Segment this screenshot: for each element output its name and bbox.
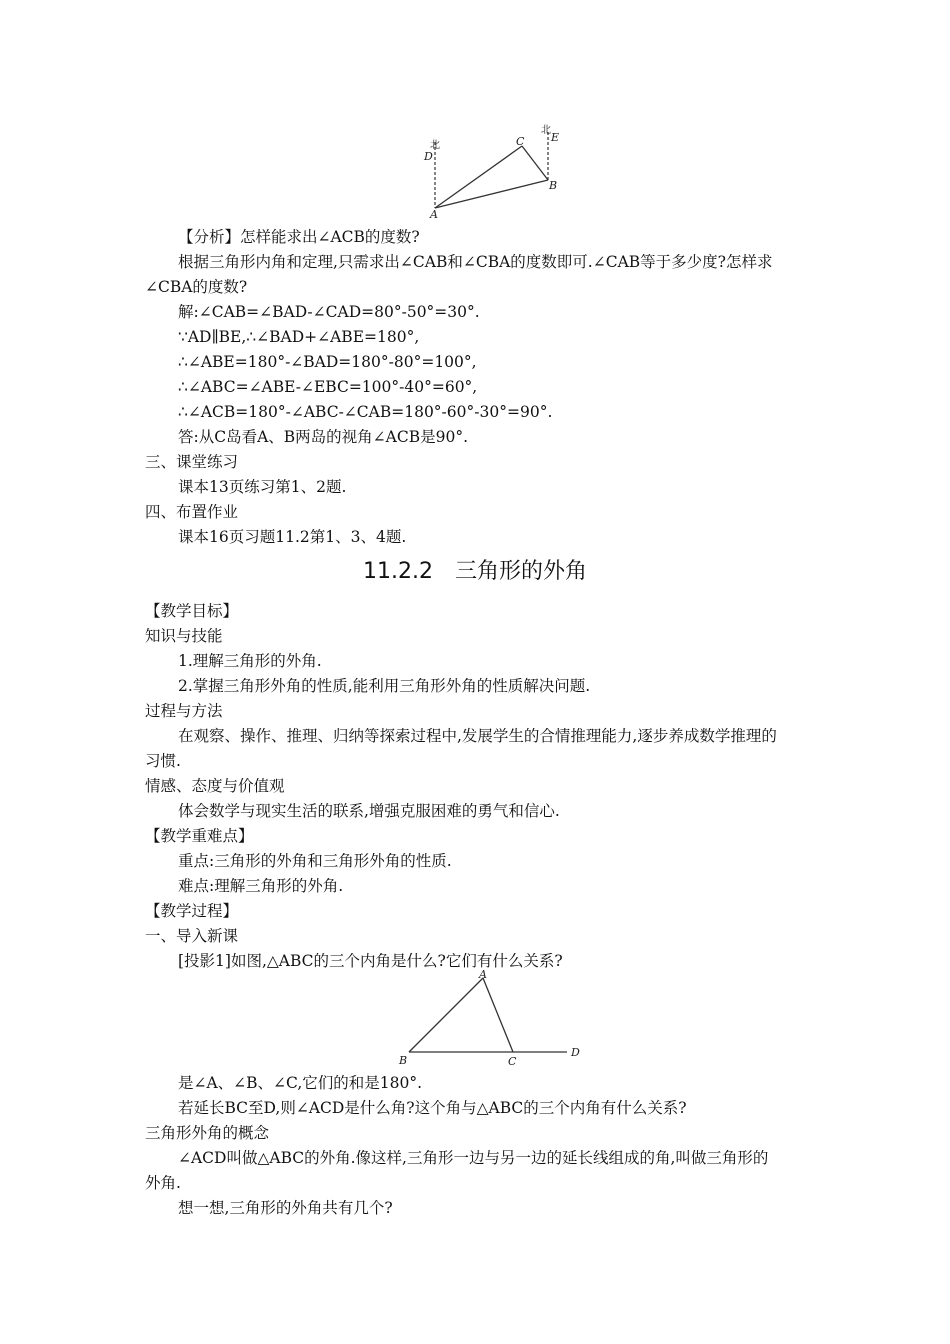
section-heading: 【教学目标】 (145, 602, 239, 620)
point-label-e: E (551, 131, 560, 144)
segment-ac (435, 146, 522, 208)
answer-line: 答:从C岛看A、B两岛的视角∠ACB是90°. (178, 428, 468, 446)
subheading: 一、导入新课 (145, 927, 239, 945)
paragraph-line: ∠ACD叫做△ABC的外角.像这样,三角形一边与另一边的延长线组成的角,叫做三角形的 (178, 1149, 769, 1167)
paragraph-line: 若延长BC至D,则∠ACD是什么角?这个角与△ABC的三个内角有什么关系? (178, 1099, 687, 1117)
bearing-diagram (415, 118, 565, 220)
solution-line: ∴∠ABC=∠ABE-∠EBC=100°-40°=60°, (178, 378, 478, 396)
point-label-b: B (399, 1054, 408, 1067)
paragraph-line: 是∠A、∠B、∠C,它们的和是180°. (178, 1074, 423, 1092)
subheading: 情感、态度与价值观 (145, 777, 285, 795)
point-label-a: A (430, 208, 438, 220)
section-heading: 四、布置作业 (145, 503, 239, 521)
north-label-b: 北 (541, 125, 551, 136)
paragraph-line: 课本13页练习第1、2题. (178, 478, 347, 496)
solution-line: 解:∠CAB=∠BAD-∠CAD=80°-50°=30°. (178, 303, 480, 321)
segment-ab (409, 978, 483, 1052)
section-heading: 【教学重难点】 (145, 827, 254, 845)
section-heading: 【教学过程】 (145, 902, 239, 920)
paragraph-line: [投影1]如图,△ABC的三个内角是什么?它们有什么关系? (178, 952, 563, 970)
paragraph-line: 根据三角形内角和定理,只需求出∠CAB和∠CBA的度数即可.∠CAB等于多少度?怎样求 (178, 253, 773, 271)
segment-cb (522, 146, 548, 180)
analysis-heading: 【分析】怎样能求出∠ACB的度数? (178, 228, 420, 246)
paragraph-line: 难点:理解三角形的外角. (178, 877, 344, 895)
paragraph-line: 习惯. (145, 752, 181, 770)
point-label-d: D (424, 150, 433, 163)
point-label-b: B (549, 179, 558, 192)
subheading: 三角形外角的概念 (145, 1124, 270, 1142)
point-label-c: C (516, 135, 525, 148)
segment-ab (435, 180, 548, 208)
paragraph-line: 2.掌握三角形外角的性质,能利用三角形外角的性质解决问题. (178, 677, 591, 695)
solution-line: ∴∠ACB=180°-∠ABC-∠CAB=180°-60°-30°=90°. (178, 403, 553, 421)
paragraph-line: 课本16页习题11.2第1、3、4题. (178, 528, 407, 546)
subheading: 知识与技能 (145, 627, 223, 645)
section-heading: 三、课堂练习 (145, 453, 239, 471)
section-title: 11.2.2 三角形的外角 (363, 559, 587, 584)
paragraph-line: ∠CBA的度数? (145, 278, 248, 296)
point-label-a: A (479, 968, 487, 981)
paragraph-line: 1.理解三角形的外角. (178, 652, 322, 670)
paragraph-line: 体会数学与现实生活的联系,增强克服困难的勇气和信心. (178, 802, 560, 820)
paragraph-line: 重点:三角形的外角和三角形外角的性质. (178, 852, 452, 870)
solution-line: ∵AD∥BE,∴∠BAD+∠ABE=180°, (178, 328, 420, 346)
subheading: 过程与方法 (145, 702, 223, 720)
triangle-diagram (395, 968, 595, 1070)
paragraph-line: 外角. (145, 1174, 181, 1192)
paragraph-line: 想一想,三角形的外角共有几个? (178, 1199, 393, 1217)
segment-ac (483, 978, 513, 1052)
point-label-d: D (571, 1046, 580, 1059)
point-label-c: C (508, 1055, 517, 1068)
solution-line: ∴∠ABE=180°-∠BAD=180°-80°=100°, (178, 353, 477, 371)
north-label-a: 北 (430, 140, 440, 151)
paragraph-line: 在观察、操作、推理、归纳等探索过程中,发展学生的合情推理能力,逐步养成数学推理的 (178, 727, 777, 745)
